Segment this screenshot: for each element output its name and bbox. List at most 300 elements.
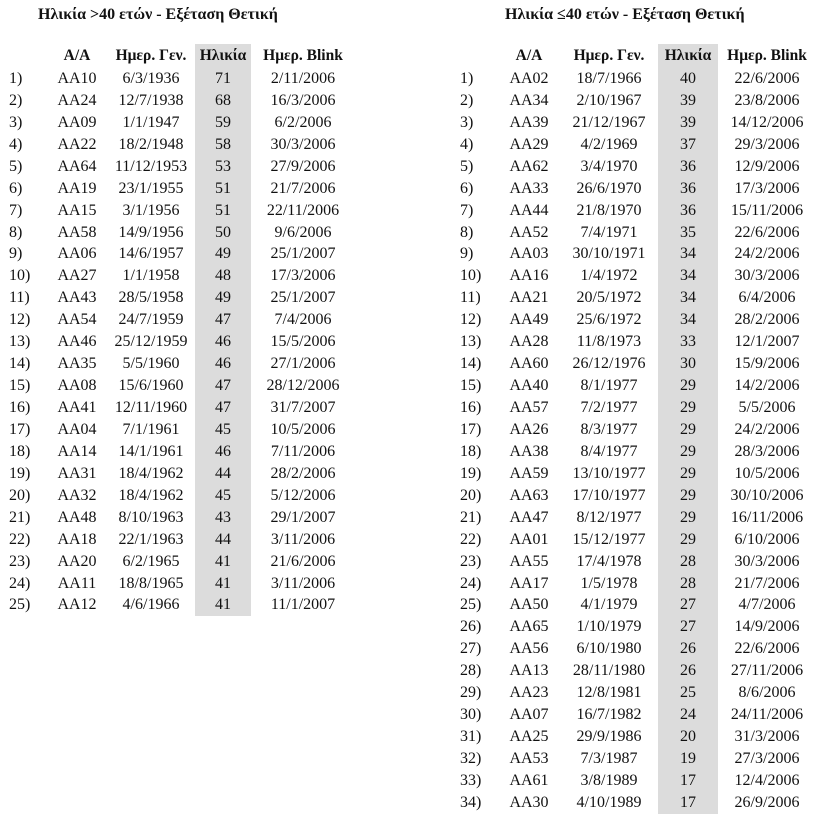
row-index: 8) [9, 223, 23, 241]
age-value: 25 [658, 682, 718, 704]
table-row [9, 463, 355, 485]
table-row [460, 397, 816, 419]
patient-code: AA46 [57, 333, 97, 351]
age-value: 34 [658, 309, 718, 331]
age-value: 36 [658, 156, 718, 178]
header-birth-date: Ημερ. Γεν. [573, 47, 645, 64]
table-row [460, 200, 816, 222]
blink-date: 31/3/2006 [734, 728, 800, 746]
blink-date: 12/9/2006 [734, 157, 800, 175]
table-row [460, 331, 816, 353]
patient-code: AA22 [57, 135, 97, 153]
blink-date: 10/5/2006 [270, 420, 336, 438]
birth-date: 8/1/1977 [580, 377, 638, 395]
birth-date: 18/4/1962 [118, 486, 184, 504]
birth-date: 26/12/1976 [572, 355, 646, 373]
header-age: Ηλικία [658, 44, 718, 68]
age-value: 28 [658, 551, 718, 573]
patient-code: AA35 [57, 355, 97, 373]
patient-code: AA27 [57, 267, 97, 285]
blink-date: 5/12/2006 [270, 486, 336, 504]
table-row [9, 222, 355, 244]
age-value: 47 [195, 375, 251, 397]
age-value: 47 [195, 397, 251, 419]
age-value: 34 [658, 265, 718, 287]
patient-code: AA14 [57, 442, 97, 460]
table-row [9, 485, 355, 507]
birth-date: 7/2/1977 [580, 399, 638, 417]
age-value: 71 [195, 68, 251, 90]
row-index: 10) [9, 267, 31, 285]
age-value: 34 [658, 287, 718, 309]
row-index: 15) [460, 377, 482, 395]
table-header-row [460, 44, 816, 68]
birth-date: 21/8/1970 [576, 201, 642, 219]
blink-date: 22/11/2006 [266, 201, 340, 219]
birth-date: 30/10/1971 [572, 245, 646, 263]
patient-code: AA11 [57, 574, 97, 592]
patient-code: AA65 [509, 618, 549, 636]
blink-date: 22/6/2006 [734, 69, 800, 87]
row-index: 12) [460, 311, 482, 329]
birth-date: 7/3/1987 [580, 750, 638, 768]
patient-code: AA41 [57, 399, 97, 417]
table-row [9, 441, 355, 463]
blink-date: 16/11/2006 [730, 508, 804, 526]
birth-date: 28/11/1980 [572, 662, 646, 680]
row-index: 16) [460, 399, 482, 417]
row-index: 7) [460, 201, 474, 219]
row-index: 20) [9, 486, 31, 504]
birth-date: 12/8/1981 [576, 684, 642, 702]
table-row [460, 704, 816, 726]
table-row [460, 244, 816, 266]
row-index: 33) [460, 771, 482, 789]
blink-date: 23/8/2006 [734, 91, 800, 109]
blink-date: 6/2/2006 [274, 113, 332, 131]
table-row [9, 287, 355, 309]
table-row [9, 529, 355, 551]
table-row [460, 90, 816, 112]
row-index: 9) [9, 245, 23, 263]
age-value: 58 [195, 134, 251, 156]
patient-code: AA33 [509, 179, 549, 197]
table-row [9, 331, 355, 353]
table-row [460, 507, 816, 529]
blink-date: 27/11/2006 [730, 662, 804, 680]
age-value: 29 [658, 375, 718, 397]
table-row [460, 792, 816, 814]
table-row [460, 112, 816, 134]
birth-date: 14/1/1961 [118, 442, 184, 460]
blink-date: 30/3/2006 [734, 267, 800, 285]
blink-date: 15/11/2006 [730, 201, 804, 219]
blink-date: 24/2/2006 [734, 420, 800, 438]
birth-date: 11/8/1973 [576, 333, 642, 351]
birth-date: 17/10/1977 [572, 486, 646, 504]
patient-code: AA19 [57, 179, 97, 197]
blink-date: 7/4/2006 [274, 311, 332, 329]
header-code: Α/Α [515, 47, 543, 64]
patient-code: AA30 [509, 793, 549, 811]
header-blink-date: Ημερ. Blink [263, 47, 343, 64]
age-value: 36 [658, 178, 718, 200]
patient-code: AA55 [509, 552, 549, 570]
patient-code: AA20 [57, 552, 97, 570]
blink-date: 29/3/2006 [734, 135, 800, 153]
row-index: 4) [9, 135, 23, 153]
patient-code: AA52 [509, 223, 549, 241]
blink-date: 5/5/2006 [738, 399, 796, 417]
table-row [460, 573, 816, 595]
age-value: 44 [195, 463, 251, 485]
blink-date: 21/6/2006 [270, 552, 336, 570]
row-index: 1) [460, 69, 474, 87]
blink-date: 16/3/2006 [270, 91, 336, 109]
row-index: 32) [460, 750, 482, 768]
row-index: 14) [9, 355, 31, 373]
birth-date: 3/8/1989 [580, 771, 638, 789]
row-index: 1) [9, 69, 23, 87]
patient-code: AA56 [509, 640, 549, 658]
birth-date: 3/1/1956 [122, 201, 180, 219]
patient-code: AA64 [57, 157, 97, 175]
blink-date: 17/3/2006 [270, 267, 336, 285]
birth-date: 7/4/1971 [580, 223, 638, 241]
header-index [9, 44, 47, 68]
table-row [460, 748, 816, 770]
birth-date: 5/5/1960 [122, 355, 180, 373]
row-index: 21) [460, 508, 482, 526]
row-index: 10) [460, 267, 482, 285]
table-row [460, 441, 816, 463]
table-row [9, 90, 355, 112]
patient-code: AA23 [509, 684, 549, 702]
table-row [460, 375, 816, 397]
table-row [460, 595, 816, 617]
patient-code: AA31 [57, 464, 97, 482]
blink-date: 22/6/2006 [734, 640, 800, 658]
table-row [460, 265, 816, 287]
row-index: 7) [9, 201, 23, 219]
birth-date: 14/6/1957 [118, 245, 184, 263]
patient-code: AA59 [509, 464, 549, 482]
row-index: 16) [9, 399, 31, 417]
blink-date: 3/11/2006 [270, 574, 336, 592]
birth-date: 1/10/1979 [576, 618, 642, 636]
age-value: 53 [195, 156, 251, 178]
row-index: 9) [460, 245, 474, 263]
patient-code: AA40 [509, 377, 549, 395]
birth-date: 8/3/1977 [580, 420, 638, 438]
row-index: 17) [9, 420, 31, 438]
table-row [460, 770, 816, 792]
blink-date: 28/2/2006 [270, 464, 336, 482]
age-value: 51 [195, 178, 251, 200]
patient-code: AA61 [509, 771, 549, 789]
age-value: 44 [195, 529, 251, 551]
patient-code: AA50 [509, 596, 549, 614]
table-title-under-40: Ηλικία ≤40 ετών - Εξέταση Θετική [505, 6, 745, 23]
birth-date: 6/2/1965 [122, 552, 180, 570]
age-value: 39 [658, 112, 718, 134]
table-row [460, 529, 816, 551]
patient-code: AA60 [509, 355, 549, 373]
age-value: 17 [658, 770, 718, 792]
age-value: 29 [658, 485, 718, 507]
blink-date: 14/9/2006 [734, 618, 800, 636]
age-value: 20 [658, 726, 718, 748]
row-index: 14) [460, 355, 482, 373]
patient-code: AA21 [509, 289, 549, 307]
age-value: 27 [658, 616, 718, 638]
patient-code: AA47 [509, 508, 549, 526]
row-index: 17) [460, 420, 482, 438]
birth-date: 8/10/1963 [118, 508, 184, 526]
patient-code: AA24 [57, 91, 97, 109]
row-index: 23) [460, 552, 482, 570]
birth-date: 14/9/1956 [118, 223, 184, 241]
table-row [460, 638, 816, 660]
blink-date: 12/1/2007 [734, 333, 800, 351]
age-value: 46 [195, 441, 251, 463]
birth-date: 25/12/1959 [114, 333, 188, 351]
birth-date: 12/11/1960 [114, 399, 188, 417]
blink-date: 26/9/2006 [734, 793, 800, 811]
patient-code: AA28 [509, 333, 549, 351]
blink-date: 22/6/2006 [734, 223, 800, 241]
age-value: 45 [195, 419, 251, 441]
row-index: 4) [460, 135, 474, 153]
age-value: 33 [658, 331, 718, 353]
age-value: 19 [658, 748, 718, 770]
header-birth-date: Ημερ. Γεν. [115, 47, 187, 64]
blink-date: 17/3/2006 [734, 179, 800, 197]
blink-date: 27/1/2006 [270, 355, 336, 373]
table-row [9, 112, 355, 134]
birth-date: 29/9/1986 [576, 728, 642, 746]
blink-date: 12/4/2006 [734, 771, 800, 789]
patient-code: AA16 [509, 267, 549, 285]
blink-date: 10/5/2006 [734, 464, 800, 482]
row-index: 12) [9, 311, 31, 329]
blink-date: 29/1/2007 [270, 508, 336, 526]
age-value: 34 [658, 244, 718, 266]
blink-date: 6/10/2006 [734, 530, 800, 548]
birth-date: 4/10/1989 [576, 793, 642, 811]
patient-code: AA34 [509, 91, 549, 109]
birth-date: 24/7/1959 [118, 311, 184, 329]
table-row [460, 726, 816, 748]
row-index: 11) [9, 289, 30, 307]
patient-code: AA18 [57, 530, 97, 548]
patient-code: AA01 [509, 530, 549, 548]
row-index: 6) [460, 179, 474, 197]
patient-code: AA17 [509, 574, 549, 592]
row-index: 28) [460, 662, 482, 680]
blink-date: 30/10/2006 [730, 486, 804, 504]
birth-date: 21/12/1967 [572, 113, 646, 131]
patients-over-40-table [9, 44, 355, 616]
age-value: 41 [195, 551, 251, 573]
table-row [460, 309, 816, 331]
table-row [460, 156, 816, 178]
patient-code: AA58 [57, 223, 97, 241]
row-index: 26) [460, 618, 482, 636]
patient-code: AA57 [509, 399, 549, 417]
blink-date: 3/11/2006 [270, 530, 336, 548]
blink-date: 7/11/2006 [270, 442, 336, 460]
patient-code: AA02 [509, 69, 549, 87]
blink-date: 8/6/2006 [738, 684, 796, 702]
table-row [9, 134, 355, 156]
table-row [460, 68, 816, 90]
blink-date: 21/7/2006 [734, 574, 800, 592]
age-value: 48 [195, 265, 251, 287]
blink-date: 15/5/2006 [270, 333, 336, 351]
row-index: 20) [460, 486, 482, 504]
table-row [9, 309, 355, 331]
age-value: 24 [658, 704, 718, 726]
row-index: 5) [9, 157, 23, 175]
table-row [460, 485, 816, 507]
patient-code: AA26 [509, 420, 549, 438]
header-age: Ηλικία [195, 44, 251, 68]
blink-date: 11/1/2007 [270, 596, 336, 614]
table-row [460, 682, 816, 704]
blink-date: 24/11/2006 [730, 706, 804, 724]
table-body-over-40 [9, 68, 355, 616]
table-row [9, 244, 355, 266]
table-row [460, 178, 816, 200]
table-row [9, 178, 355, 200]
patient-code: AA03 [509, 245, 549, 263]
table-row [460, 353, 816, 375]
row-index: 31) [460, 728, 482, 746]
birth-date: 22/1/1963 [118, 530, 184, 548]
age-value: 29 [658, 507, 718, 529]
blink-date: 25/1/2007 [270, 245, 336, 263]
table-row [460, 222, 816, 244]
header-code: Α/Α [63, 47, 91, 64]
age-value: 49 [195, 244, 251, 266]
patient-code: AA32 [57, 486, 97, 504]
birth-date: 6/10/1980 [576, 640, 642, 658]
row-index: 2) [9, 91, 23, 109]
birth-date: 20/5/1972 [576, 289, 642, 307]
patient-code: AA25 [509, 728, 549, 746]
patient-code: AA43 [57, 289, 97, 307]
patient-code: AA62 [509, 157, 549, 175]
table-row [9, 68, 355, 90]
birth-date: 15/6/1960 [118, 377, 184, 395]
birth-date: 6/3/1936 [122, 69, 180, 87]
row-index: 29) [460, 684, 482, 702]
row-index: 21) [9, 508, 31, 526]
birth-date: 4/1/1979 [580, 596, 638, 614]
patient-code: AA15 [57, 201, 97, 219]
age-value: 41 [195, 573, 251, 595]
patient-code: AA12 [57, 596, 97, 614]
blink-date: 30/3/2006 [270, 135, 336, 153]
blink-date: 27/9/2006 [270, 157, 336, 175]
row-index: 22) [9, 530, 31, 548]
birth-date: 13/10/1977 [572, 464, 646, 482]
age-value: 45 [195, 485, 251, 507]
age-value: 28 [658, 573, 718, 595]
row-index: 24) [460, 574, 482, 592]
patient-code: AA49 [509, 311, 549, 329]
table-row [9, 265, 355, 287]
birth-date: 1/1/1958 [122, 267, 180, 285]
row-index: 3) [460, 113, 474, 131]
age-value: 36 [658, 200, 718, 222]
row-index: 25) [9, 596, 31, 614]
birth-date: 17/4/1978 [576, 552, 642, 570]
age-value: 41 [195, 595, 251, 617]
birth-date: 15/12/1977 [572, 530, 646, 548]
birth-date: 18/4/1962 [118, 464, 184, 482]
age-value: 39 [658, 90, 718, 112]
table-row [460, 551, 816, 573]
patient-code: AA53 [509, 750, 549, 768]
row-index: 19) [460, 464, 482, 482]
patient-code: AA08 [57, 377, 97, 395]
birth-date: 25/6/1972 [576, 311, 642, 329]
blink-date: 25/1/2007 [270, 289, 336, 307]
patient-code: AA54 [57, 311, 97, 329]
birth-date: 18/8/1965 [118, 574, 184, 592]
blink-date: 28/2/2006 [734, 311, 800, 329]
blink-date: 24/2/2006 [734, 245, 800, 263]
blink-date: 6/4/2006 [738, 289, 796, 307]
birth-date: 12/7/1938 [118, 91, 184, 109]
row-index: 6) [9, 179, 23, 197]
row-index: 13) [9, 333, 31, 351]
patient-code: AA10 [57, 69, 97, 87]
row-index: 3) [9, 113, 23, 131]
birth-date: 26/6/1970 [576, 179, 642, 197]
patient-code: AA48 [57, 508, 97, 526]
birth-date: 1/4/1972 [580, 267, 638, 285]
age-value: 30 [658, 353, 718, 375]
table-row [460, 616, 816, 638]
table-row [460, 660, 816, 682]
blink-date: 28/12/2006 [266, 377, 340, 395]
row-index: 11) [460, 289, 481, 307]
age-value: 29 [658, 529, 718, 551]
blink-date: 15/9/2006 [734, 355, 800, 373]
age-value: 29 [658, 397, 718, 419]
age-value: 40 [658, 68, 718, 90]
table-row [9, 573, 355, 595]
row-index: 25) [460, 596, 482, 614]
blink-date: 4/7/2006 [738, 596, 796, 614]
table-row [9, 551, 355, 573]
table-row [460, 134, 816, 156]
age-value: 59 [195, 112, 251, 134]
blink-date: 9/6/2006 [274, 223, 332, 241]
row-index: 23) [9, 552, 31, 570]
age-value: 50 [195, 222, 251, 244]
birth-date: 1/5/1978 [580, 574, 638, 592]
age-value: 29 [658, 463, 718, 485]
row-index: 13) [460, 333, 482, 351]
header-index [460, 44, 498, 68]
blink-date: 27/3/2006 [734, 750, 800, 768]
age-value: 68 [195, 90, 251, 112]
age-value: 35 [658, 222, 718, 244]
